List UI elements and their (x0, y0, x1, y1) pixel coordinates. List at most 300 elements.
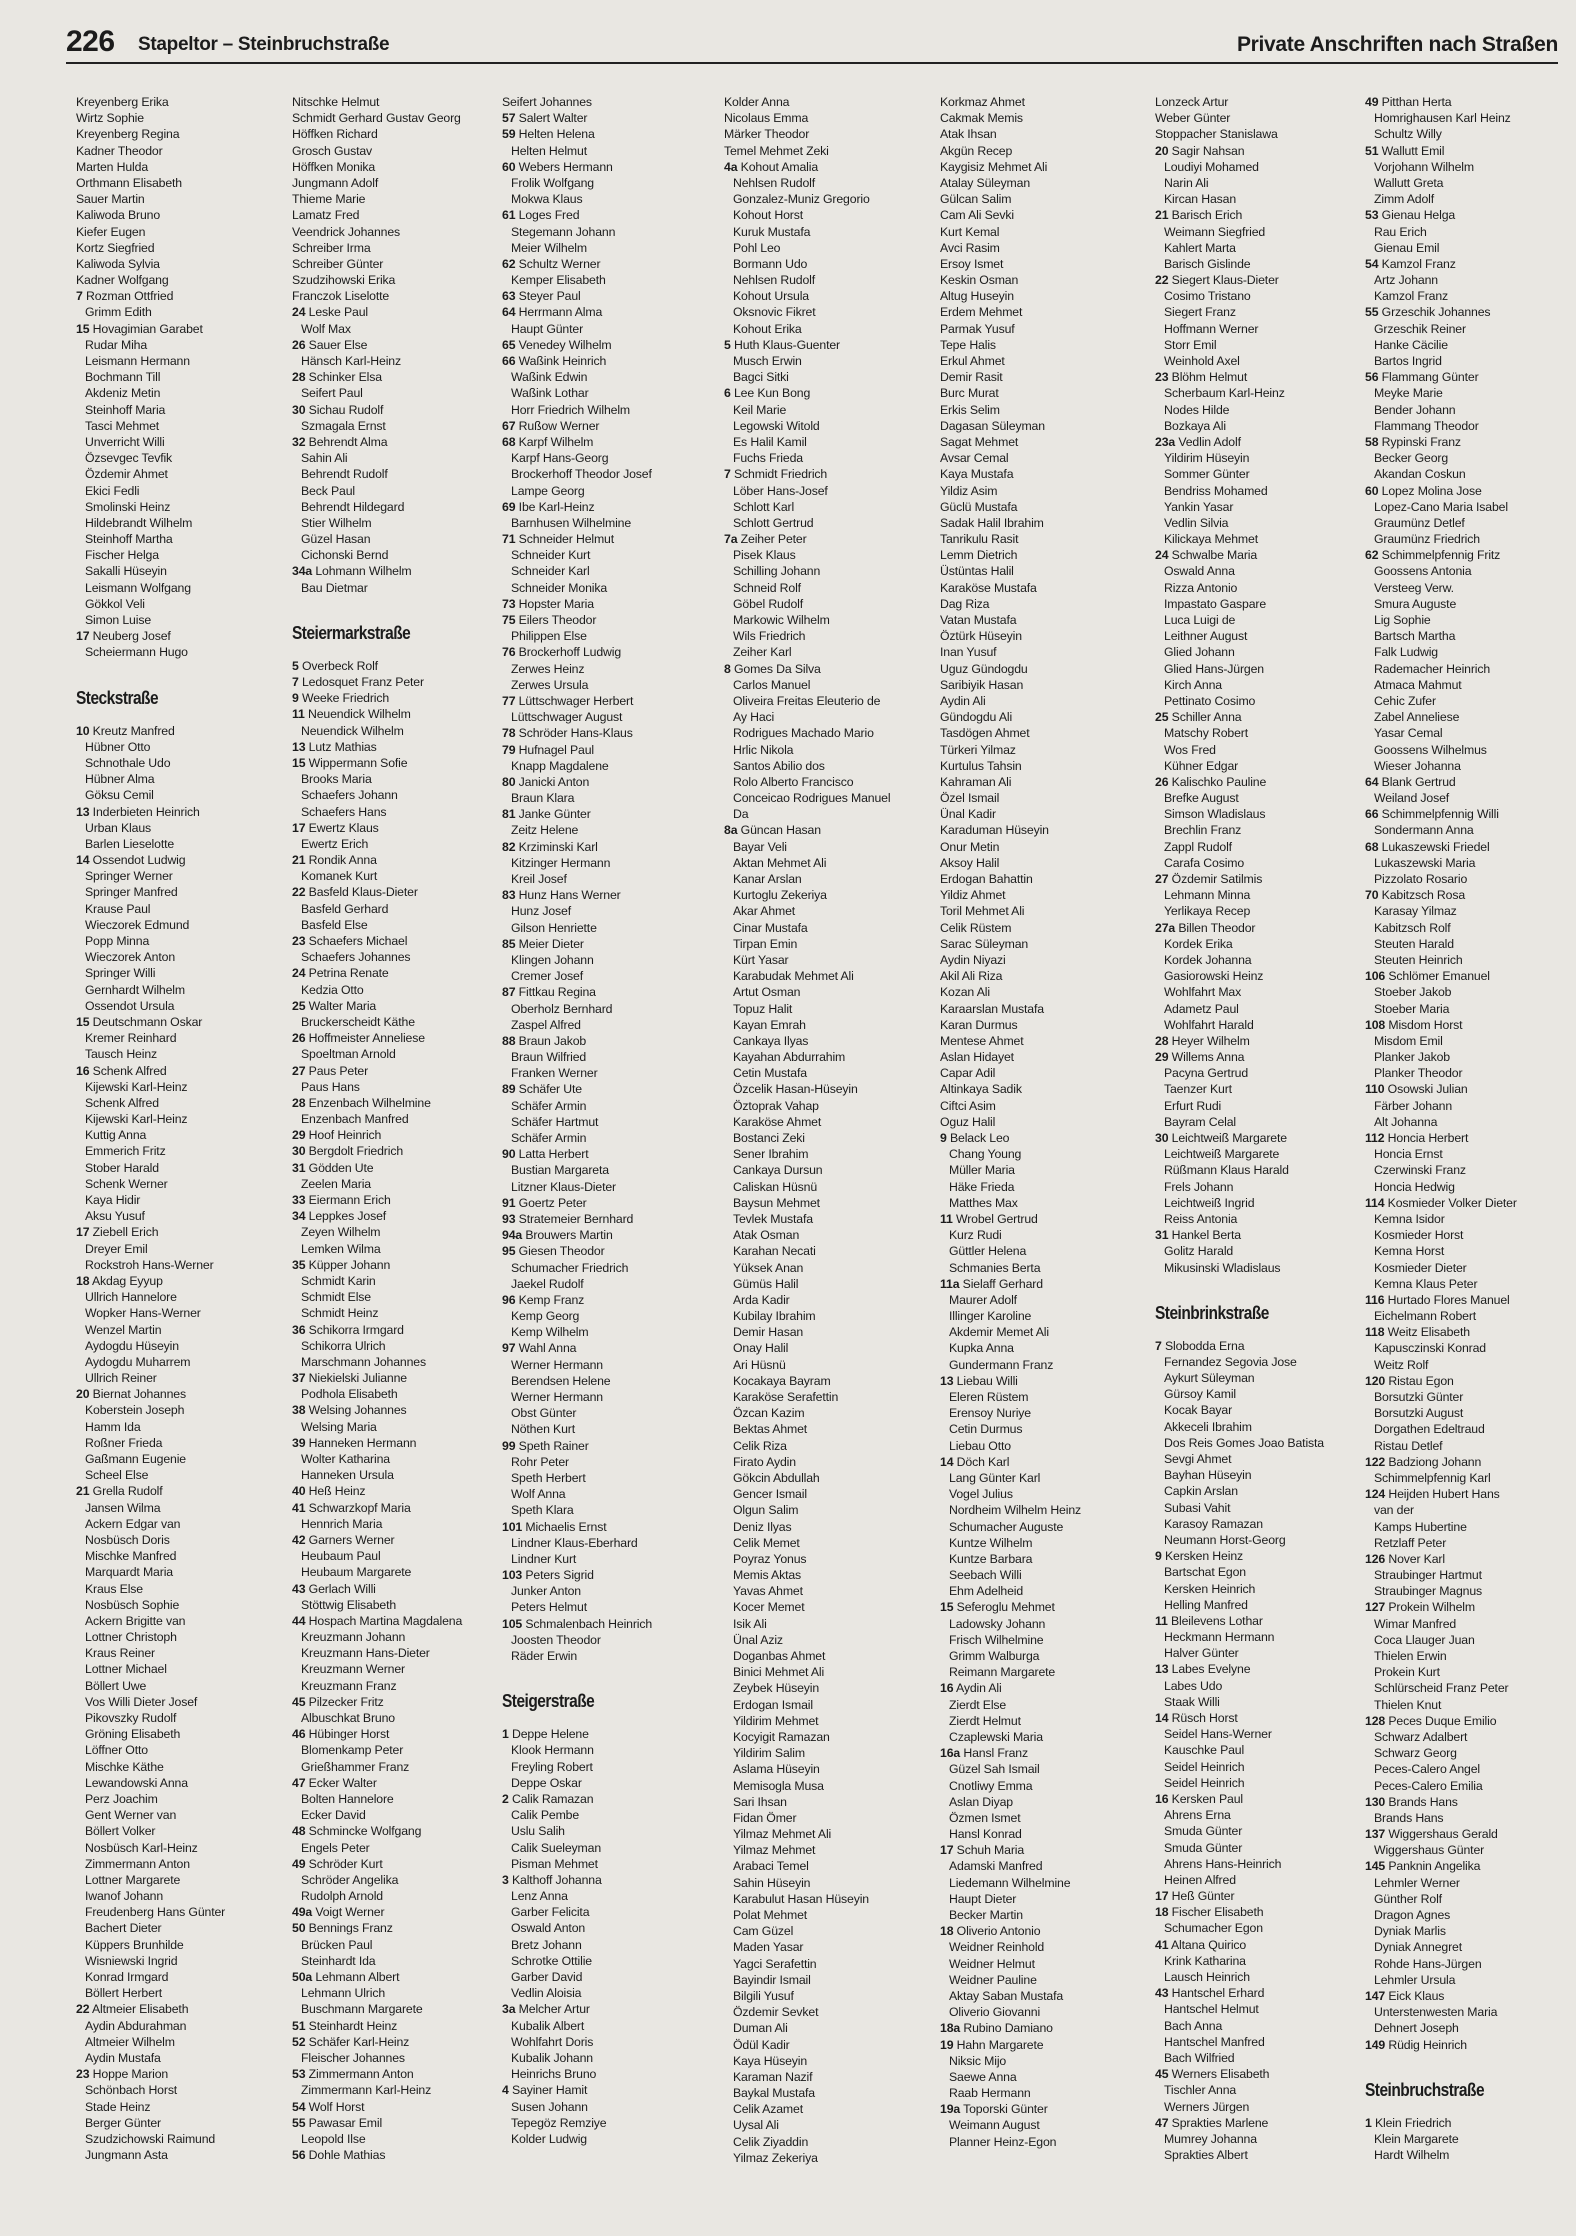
resident-name: Nitschke Helmut (292, 95, 380, 109)
house-number: 147 (1365, 1988, 1386, 2003)
directory-entry (724, 353, 942, 369)
house-number: 27 (292, 1063, 306, 1078)
resident-name: Flammang Günter (1381, 370, 1479, 385)
resident-name: Schinker Elsa (308, 370, 382, 385)
resident-name: Deppe Oskar (511, 1775, 582, 1790)
resident-name: Behrendt Alma (308, 434, 388, 449)
directory-entry (502, 272, 720, 288)
directory-entry (724, 547, 942, 563)
house-number: 30 (292, 402, 306, 417)
resident-name: Höffken Monika (292, 159, 376, 174)
resident-name: Pikovszky Rudolf (85, 1711, 177, 1725)
house-number: 62 (502, 256, 516, 271)
directory-entry (940, 321, 1158, 337)
house-number: 70 (1365, 888, 1379, 903)
directory-entry (76, 982, 294, 998)
house-number: 26 (1155, 774, 1169, 789)
directory-entry (940, 790, 1158, 806)
resident-name: Dos Reis Gomes Joao Batista (1164, 1435, 1324, 1450)
resident-name: Albuschkat Bruno (301, 1711, 395, 1725)
resident-name: Karan Durmus (940, 1017, 1018, 1032)
directory-entry (724, 1195, 942, 1211)
resident-name: Zabel Anneliese (1374, 710, 1460, 725)
resident-name: Vedlin Aloisia (511, 1986, 582, 2001)
resident-name: Özdemir Satilmis (1171, 872, 1263, 886)
resident-name: Bustian Margareta (511, 1163, 609, 1178)
resident-name: Hennrich Maria (301, 1516, 383, 1531)
resident-name: Güncan Hasan (740, 823, 821, 838)
resident-name: Kürt Yasar (733, 952, 789, 967)
directory-entry (1155, 1179, 1373, 1195)
directory-entry (292, 1079, 510, 1095)
directory-entry (292, 515, 510, 531)
resident-name: Kijewski Karl-Heinz (85, 1079, 188, 1094)
directory-entry (1365, 515, 1576, 531)
house-number: 34 (292, 1209, 306, 1224)
directory-entry (292, 94, 510, 110)
directory-entry (292, 1985, 510, 2001)
resident-name: Cinar Mustafa (733, 920, 808, 935)
directory-entry (502, 499, 720, 515)
resident-name: Czerwinski Franz (1374, 1163, 1466, 1178)
directory-entry (502, 1065, 720, 1081)
directory-entry (292, 385, 510, 401)
resident-name: Neuendick Wilhelm (307, 707, 411, 722)
resident-name: Kemp Franz (518, 1292, 585, 1307)
resident-name: Temel Mehmet Zeki (724, 143, 829, 158)
directory-entry (1155, 272, 1373, 288)
resident-name: Werner Hermann (511, 1390, 603, 1404)
house-number: 128 (1365, 1713, 1386, 1728)
directory-entry (502, 1969, 720, 1985)
resident-name: Türkeri Yilmaz (940, 742, 1016, 757)
house-number: 55 (292, 2115, 306, 2130)
resident-name: Eiermann Erich (308, 1193, 391, 1207)
resident-name: Rußow Werner (518, 418, 600, 433)
resident-name: Bagci Sitki (733, 370, 789, 385)
directory-entry (1155, 806, 1373, 822)
directory-entry (1155, 1937, 1373, 1953)
resident-name: Özcelik Hasan-Hüseyin (733, 1082, 858, 1097)
directory-entry (940, 1972, 1158, 1988)
resident-name: Pawasar Emil (308, 2115, 383, 2130)
page-number: 226 (66, 25, 115, 58)
resident-name: Karpf Hans-Georg (511, 451, 609, 466)
resident-name: Böllert Uwe (85, 1678, 147, 1693)
directory-entry (502, 725, 720, 741)
directory-entry (1365, 1778, 1576, 1794)
house-number: 38 (292, 1403, 306, 1418)
resident-name: Güttler Helena (949, 1244, 1027, 1259)
resident-name: Lausch Heinrich (1164, 1970, 1250, 1984)
directory-entry (76, 1451, 294, 1467)
resident-name: Kadner Theodor (76, 143, 163, 158)
resident-name: Lehmler Ursula (1374, 1972, 1456, 1987)
resident-name: Zimmermann Anton (308, 2067, 414, 2082)
directory-column-4 (724, 94, 942, 2166)
resident-name: Schlott Gertrud (733, 515, 814, 530)
house-number: 71 (502, 532, 516, 547)
directory-entry (1365, 1421, 1576, 1437)
resident-name: Kaya Mustafa (940, 467, 1014, 482)
resident-name: Mikusinski Wladislaus (1164, 1260, 1281, 1275)
resident-name: Keskin Osman (940, 273, 1019, 288)
directory-entry (1365, 547, 1576, 563)
directory-entry (76, 1532, 294, 1548)
resident-name: Fidan Ömer (733, 1810, 797, 1825)
resident-name: Heubaum Paul (301, 1549, 381, 1564)
directory-entry (940, 159, 1158, 175)
house-number: 127 (1365, 1600, 1386, 1615)
resident-name: Oguz Halil (940, 1114, 996, 1129)
house-number: 23 (292, 934, 306, 948)
resident-name: Brands Hans (1388, 1794, 1458, 1809)
directory-entry (76, 965, 294, 981)
directory-entry (1365, 418, 1576, 434)
directory-entry (502, 887, 720, 903)
resident-name: Springer Werner (85, 869, 173, 884)
resident-name: Bostanci Zeki (733, 1131, 805, 1145)
resident-name: Sommer Günter (1164, 467, 1250, 482)
house-number: 17 (940, 1843, 954, 1858)
directory-entry (76, 723, 294, 739)
resident-name: Kilickaya Mehmet (1164, 532, 1258, 547)
directory-entry (724, 1599, 942, 1615)
directory-entry (502, 1535, 720, 1551)
directory-entry (502, 515, 720, 531)
directory-entry (292, 965, 510, 981)
directory-entry (502, 580, 720, 596)
directory-entry (76, 1467, 294, 1483)
resident-name: Carlos Manuel (733, 677, 811, 692)
resident-name: Garners Werner (308, 1532, 395, 1547)
directory-entry (724, 677, 942, 693)
resident-name: Wolf Max (301, 321, 351, 336)
resident-name: Capar Adil (940, 1066, 996, 1081)
resident-name: Lüttschwager Herbert (518, 693, 634, 708)
resident-name: Kupka Anna (949, 1341, 1014, 1356)
directory-entry (292, 804, 510, 820)
directory-entry (292, 933, 510, 949)
directory-entry (292, 1969, 510, 1985)
directory-entry (1155, 2050, 1373, 2066)
directory-entry (1365, 871, 1576, 887)
resident-name: Kemper Elisabeth (511, 273, 606, 288)
resident-name: Kirch Anna (1164, 677, 1222, 692)
resident-name: Meier Wilhelm (511, 240, 587, 255)
resident-name: Freudenberg Hans Günter (85, 1905, 226, 1920)
resident-name: Steinhoff Maria (85, 402, 166, 417)
resident-name: Sielaff Gerhard (962, 1276, 1043, 1291)
directory-entry (292, 1937, 510, 1953)
house-number: 95 (502, 1244, 516, 1259)
directory-entry (1155, 1386, 1373, 1402)
directory-entry (76, 1095, 294, 1111)
directory-entry (502, 1162, 720, 1178)
house-number: 28 (292, 1095, 306, 1110)
directory-entry (502, 742, 720, 758)
resident-name: Schröder Hans-Klaus (518, 726, 633, 741)
directory-entry (1365, 742, 1576, 758)
resident-name: Brefke August (1164, 791, 1239, 806)
resident-name: Overbeck Rolf (301, 658, 378, 673)
house-number: 26 (292, 1031, 306, 1046)
resident-name: Güclü Mustafa (940, 499, 1018, 514)
resident-name: Dragon Agnes (1374, 1908, 1451, 1922)
directory-entry (292, 1063, 510, 1079)
resident-name: Peters Helmut (511, 1600, 587, 1615)
directory-entry (502, 1373, 720, 1389)
resident-name: Erkul Ahmet (940, 354, 1005, 368)
directory-entry (76, 2050, 294, 2066)
directory-entry (940, 207, 1158, 223)
directory-entry (1365, 126, 1576, 142)
directory-entry (1365, 822, 1576, 838)
directory-entry (940, 1519, 1158, 1535)
directory-entry (292, 1953, 510, 1969)
resident-name: Karaköse Serafettin (733, 1390, 839, 1404)
directory-entry (292, 1694, 510, 1710)
house-number: 46 (292, 1727, 306, 1742)
resident-name: Dag Riza (940, 596, 990, 611)
house-number: 33 (292, 1193, 306, 1207)
directory-entry (76, 1386, 294, 1402)
resident-name: Huth Klaus-Guenter (733, 337, 840, 352)
resident-name: Kauschke Paul (1164, 1743, 1245, 1758)
directory-entry (1155, 1081, 1373, 1097)
house-number: 3a (502, 2002, 516, 2017)
house-number: 23a (1155, 434, 1176, 449)
directory-entry (1365, 2147, 1576, 2163)
resident-name: Franczok Liselotte (292, 289, 390, 304)
directory-entry (940, 2020, 1158, 2036)
resident-name: Kadner Wolfgang (76, 273, 169, 288)
directory-entry (1365, 531, 1576, 547)
resident-name: Barnhusen Wilhelmine (511, 515, 632, 530)
resident-name: Engels Peter (301, 1840, 370, 1855)
directory-entry (1155, 499, 1373, 515)
resident-name: Wisniewski Ingrid (85, 1953, 178, 1968)
resident-name: Sahin Hüseyin (733, 1875, 811, 1890)
directory-entry (76, 1079, 294, 1095)
resident-name: Cam Ali Sevki (940, 208, 1014, 223)
directory-entry (502, 1227, 720, 1243)
house-number: 85 (502, 936, 516, 951)
directory-entry (1365, 1875, 1576, 1891)
directory-entry (724, 2053, 942, 2069)
resident-name: Halver Günter (1164, 1646, 1239, 1661)
directory-entry (1155, 483, 1373, 499)
resident-name: Artut Osman (733, 985, 801, 1000)
resident-name: Tischler Anna (1164, 2083, 1237, 2098)
directory-entry (1155, 466, 1373, 482)
directory-entry (1155, 887, 1373, 903)
directory-entry (1155, 1807, 1373, 1823)
resident-name: Lehmann Albert (315, 1970, 400, 1984)
directory-entry (724, 256, 942, 272)
directory-entry (1155, 1195, 1373, 1211)
directory-entry (940, 2037, 1158, 2053)
directory-entry (940, 1616, 1158, 1632)
directory-entry (76, 434, 294, 450)
directory-entry (1155, 1402, 1373, 1418)
directory-entry (502, 2131, 720, 2147)
directory-entry (76, 1305, 294, 1321)
resident-name: Nordheim Wilhelm Heinz (949, 1503, 1082, 1518)
resident-name: Stratemeier Bernhard (518, 1211, 634, 1226)
directory-entry (292, 1678, 510, 1694)
directory-entry (724, 1923, 942, 1939)
resident-name: Heinrichs Bruno (511, 2067, 597, 2082)
directory-entry (292, 547, 510, 563)
resident-name: Ristau Detlef (1374, 1438, 1443, 1453)
resident-name: Iwanof Johann (85, 1889, 164, 1904)
house-number: 20 (1155, 143, 1169, 158)
house-number: 16 (1155, 1791, 1169, 1806)
directory-entry (292, 1581, 510, 1597)
resident-name: Kabitzsch Rolf (1374, 920, 1451, 935)
resident-name: Tirpan Emin (733, 936, 798, 951)
directory-entry (940, 2004, 1158, 2020)
resident-name: Jaekel Rudolf (511, 1276, 584, 1291)
resident-name: Tepe Halis (940, 337, 996, 352)
directory-entry (1365, 434, 1576, 450)
resident-name: Reimann Margarete (949, 1665, 1056, 1680)
resident-name: Mentese Ahmet (940, 1033, 1024, 1048)
directory-entry (76, 353, 294, 369)
resident-name: Heijden Hubert Hans (1388, 1487, 1500, 1502)
resident-name: Atmaca Mahmut (1374, 677, 1462, 692)
directory-entry (502, 1292, 720, 1308)
directory-entry (502, 2001, 720, 2017)
resident-name: Vedlin Silvia (1164, 515, 1229, 530)
directory-entry (502, 855, 720, 871)
directory-entry (1155, 2034, 1373, 2050)
house-number: 49 (292, 1856, 306, 1871)
resident-name: Kahraman Ali (940, 774, 1012, 789)
directory-entry (940, 1438, 1158, 1454)
directory-entry (1155, 207, 1373, 223)
resident-name: Behrendt Rudolf (301, 467, 388, 482)
resident-name: Gasiorowski Heinz (1164, 969, 1264, 984)
resident-name: Özmen Ismet (949, 1810, 1021, 1825)
directory-entry (76, 1807, 294, 1823)
directory-entry (1155, 143, 1373, 159)
directory-column-3 (502, 94, 720, 2147)
resident-name: Speth Klara (511, 1503, 574, 1518)
resident-name: Ünal Kadir (940, 807, 996, 822)
resident-name: Kaya Hidir (85, 1193, 141, 1207)
directory-entry (76, 1953, 294, 1969)
resident-name: Cnotliwy Emma (949, 1778, 1033, 1793)
directory-entry (940, 1373, 1158, 1389)
directory-entry (1365, 1373, 1576, 1389)
directory-entry (1155, 1823, 1373, 1839)
resident-name: Nöthen Kurt (511, 1422, 575, 1437)
directory-entry (940, 143, 1158, 159)
resident-name: Leske Paul (308, 305, 369, 320)
directory-entry (724, 1778, 942, 1794)
directory-entry (76, 2115, 294, 2131)
resident-name: Mischke Manfred (85, 1549, 177, 1564)
directory-entry (502, 1840, 720, 1856)
resident-name: Brockerhoff Theodor Josef (511, 467, 652, 482)
resident-name: Ciftci Asim (940, 1098, 996, 1113)
resident-name: Wos Fred (1164, 742, 1216, 757)
resident-name: Schmidt Gerhard Gustav Georg (292, 111, 461, 126)
resident-name: Erfurt Rudi (1164, 1098, 1222, 1113)
directory-entry (76, 304, 294, 320)
resident-name: Schröder Angelika (301, 1872, 399, 1887)
resident-name: Weeke Friedrich (301, 691, 390, 706)
directory-entry (76, 1823, 294, 1839)
resident-name: Janicki Anton (518, 774, 590, 789)
directory-entry (502, 2034, 720, 2050)
directory-entry (1365, 1227, 1576, 1243)
resident-name: Schwalbe Maria (1171, 548, 1258, 563)
directory-entry (292, 1710, 510, 1726)
resident-name: Lehmann Minna (1164, 888, 1251, 903)
resident-name: Kuruk Mustafa (733, 224, 811, 239)
directory-entry (940, 1891, 1158, 1907)
directory-entry (76, 1645, 294, 1661)
directory-entry (292, 175, 510, 191)
directory-entry (940, 1664, 1158, 1680)
directory-entry (724, 1146, 942, 1162)
resident-name: Kosmieder Volker Dieter (1387, 1195, 1517, 1210)
directory-entry (1365, 952, 1576, 968)
resident-name: Kaliwoda Sylvia (76, 256, 160, 271)
resident-name: Bartos Ingrid (1374, 354, 1442, 368)
house-number: 14 (940, 1454, 954, 1469)
resident-name: Avsar Cemal (940, 451, 1009, 466)
directory-entry (1155, 321, 1373, 337)
directory-entry (292, 1807, 510, 1823)
resident-name: Rizza Antonio (1164, 580, 1238, 595)
resident-name: Schultz Willy (1374, 127, 1442, 142)
resident-name: Kocyigit Ramazan (733, 1729, 830, 1744)
house-number: 76 (502, 645, 516, 660)
directory-entry (940, 1243, 1158, 1259)
directory-entry (502, 1324, 720, 1340)
directory-entry (292, 1176, 510, 1192)
resident-name: Kabitzsch Rosa (1381, 888, 1466, 903)
directory-entry (76, 1661, 294, 1677)
directory-entry (76, 933, 294, 949)
resident-name: Lewandowski Anna (85, 1775, 188, 1790)
directory-entry (292, 1613, 510, 1629)
directory-entry (292, 434, 510, 450)
directory-entry (1155, 547, 1373, 563)
directory-entry (76, 1856, 294, 1872)
directory-entry (292, 337, 510, 353)
directory-entry (76, 1143, 294, 1159)
directory-entry (292, 353, 510, 369)
resident-name: Arda Kadir (733, 1292, 790, 1307)
house-number: 13 (940, 1373, 954, 1388)
directory-entry (1155, 563, 1373, 579)
resident-name: Aslan Hidayet (940, 1050, 1014, 1065)
directory-entry (940, 224, 1158, 240)
directory-entry (502, 126, 720, 142)
directory-entry (724, 1405, 942, 1421)
resident-name: Billen Theodor (1178, 920, 1256, 935)
directory-entry (1155, 1597, 1373, 1613)
resident-name: Kubalik Johann (511, 2050, 593, 2065)
directory-entry (724, 1810, 942, 1826)
resident-name: Karaköse Ahmet (733, 1114, 822, 1129)
resident-name: Kaliwoda Bruno (76, 208, 161, 223)
